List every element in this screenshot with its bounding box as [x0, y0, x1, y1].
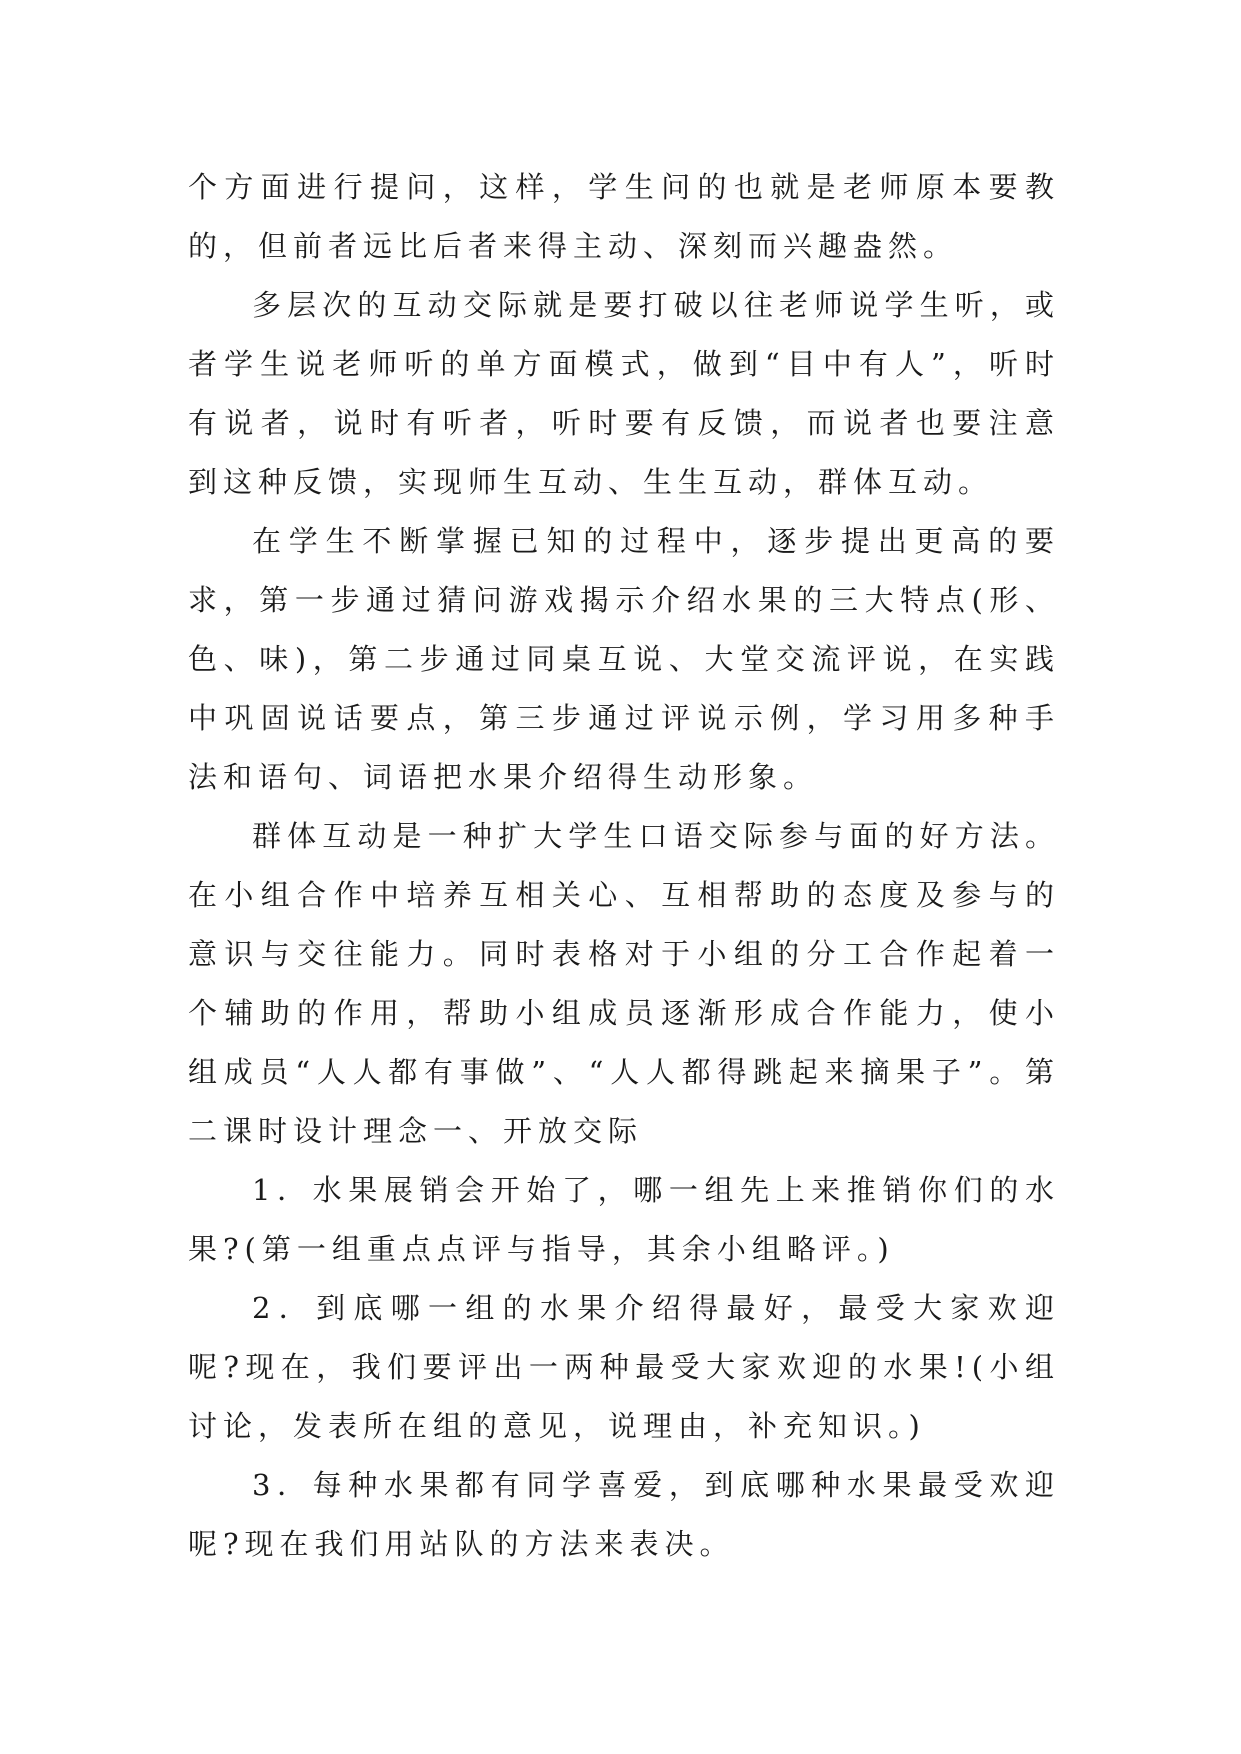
- paragraph-4: 群体互动是一种扩大学生口语交际参与面的好方法。在小组合作中培养互相关心、互相帮助的态度及参与的意识与交往能力。同时表格对于小组的分工合作起着一个辅助的作用，帮助小组成员逐渐形成合作能力，使小组成员“人人都有事做”、“人人都得跳起来摘果子”。第二课时设计理念一、开放交际: [188, 819, 1060, 1148]
- paragraph-7: 3．每种水果都有同学喜爱，到底哪种水果最受欢迎呢?现在我们用站队的方法来表决。: [188, 1468, 1060, 1561]
- paragraph-5: 1．水果展销会开始了，哪一组先上来推销你们的水果?(第一组重点点评与指导，其余小组略评。): [188, 1173, 1060, 1266]
- paragraph-6: 2．到底哪一组的水果介绍得最好，最受大家欢迎呢?现在，我们要评出一两种最受大家欢迎的水果!(小组讨论，发表所在组的意见，说理由，补充知识。): [188, 1291, 1060, 1443]
- document-body: [188, 158, 1060, 1574]
- paragraph-1: 个方面进行提问，这样，学生问的也就是老师原本要教的，但前者远比后者来得主动、深刻而兴趣盎然。: [188, 170, 1060, 263]
- paragraph-2: 多层次的互动交际就是要打破以往老师说学生听，或者学生说老师听的单方面模式，做到“目中有人”，听时有说者，说时有听者，听时要有反馈，而说者也要注意到这种反馈，实现师生互动、生生互动，群体互动。: [188, 288, 1060, 499]
- paragraph-3: 在学生不断掌握已知的过程中，逐步提出更高的要求，第一步通过猜问游戏揭示介绍水果的三大特点(形、色、味)，第二步通过同桌互说、大堂交流评说，在实践中巩固说话要点，第三步通过评说示例，学习用多种手法和语句、词语把水果介绍得生动形象。: [188, 524, 1060, 794]
